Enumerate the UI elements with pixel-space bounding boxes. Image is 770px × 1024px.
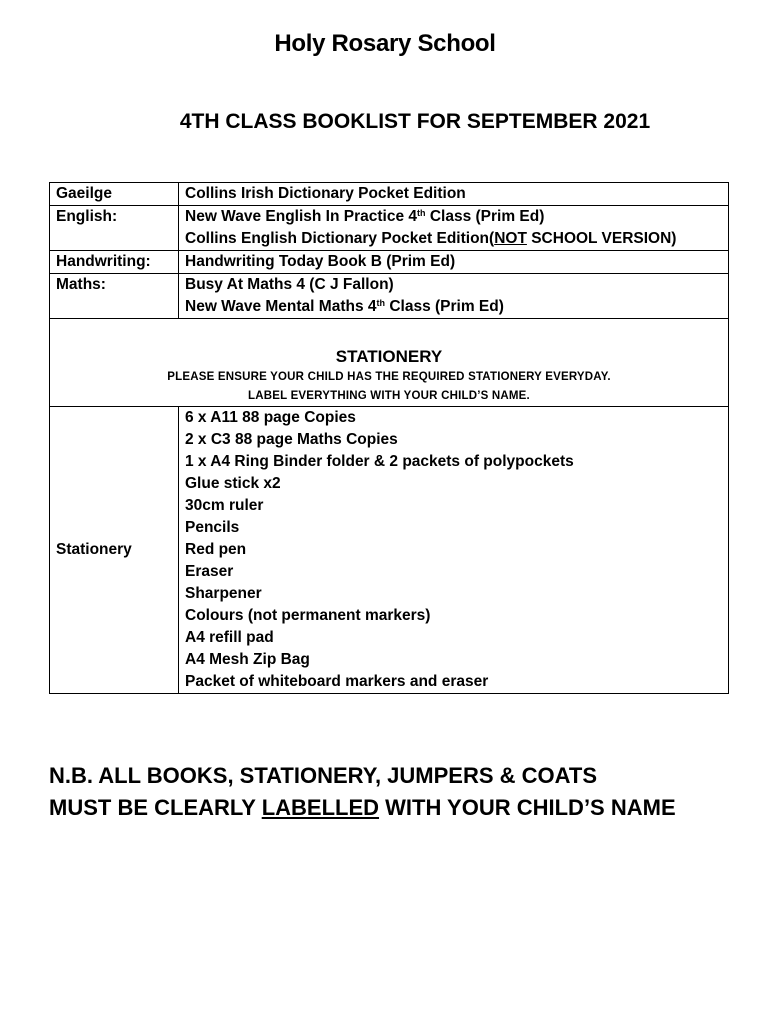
subject-books-english (179, 206, 729, 251)
book-item (185, 296, 722, 318)
subject-books-gaeilge (179, 183, 729, 206)
book-item-text: New Wave Mental Maths 4 (185, 298, 377, 315)
nb-notice (49, 760, 759, 824)
booklist-title: 4TH CLASS BOOKLIST FOR SEPTEMBER 2021 (179, 110, 651, 133)
subject-label-maths: Maths: (50, 274, 179, 319)
subject-books-handwriting (179, 251, 729, 274)
nb-text: WITH YOUR CHILD’S NAME (379, 795, 676, 820)
nb-line-2 (49, 792, 759, 824)
stationery-item: Red pen (185, 541, 247, 558)
subject-label-gaeilge: Gaeilge (50, 183, 179, 206)
stationery-items (179, 407, 729, 694)
nb-line-1: N.B. ALL BOOKS, STATIONERY, JUMPERS & COATS (49, 763, 598, 788)
ordinal-suffix: th (376, 298, 386, 308)
book-item (185, 206, 722, 228)
booklist-table (49, 182, 729, 694)
stationery-item: 6 x A11 88 page Copies (185, 409, 356, 426)
table-row-maths (50, 274, 729, 319)
stationery-item: A4 refill pad (185, 629, 274, 646)
book-item-text: New Wave English In Practice 4 (185, 208, 418, 225)
book-item: Busy At Maths 4 (C J Fallon) (185, 276, 394, 293)
school-name: Holy Rosary School (274, 30, 496, 57)
subject-label-handwriting: Handwriting: (50, 251, 179, 274)
subject-books-maths (179, 274, 729, 319)
book-item: Collins Irish Dictionary Pocket Edition (185, 185, 466, 202)
stationery-item: 30cm ruler (185, 497, 264, 514)
subject-label-english: English: (50, 206, 179, 251)
stationery-item: Colours (not permanent markers) (185, 607, 431, 624)
stationery-item: Eraser (185, 563, 234, 580)
stationery-item: Pencils (185, 519, 240, 536)
stationery-note-label: LABEL EVERYTHING WITH YOUR CHILD’S NAME. (248, 390, 530, 402)
stationery-heading: STATIONERY (335, 347, 443, 366)
stationery-item: Glue stick x2 (185, 475, 281, 492)
table-row-stationery-header (50, 319, 729, 407)
stationery-item: A4 Mesh Zip Bag (185, 651, 310, 668)
stationery-header-cell (50, 319, 729, 407)
book-item (185, 228, 722, 250)
book-item: Handwriting Today Book B (Prim Ed) (185, 253, 456, 270)
nb-text: MUST BE CLEARLY (49, 795, 262, 820)
stationery-item: 1 x A4 Ring Binder folder & 2 packets of polypockets (185, 453, 574, 470)
stationery-item: Sharpener (185, 585, 262, 602)
book-item-text: Collins English Dictionary Pocket Edition( (185, 230, 495, 247)
table-row-stationery (50, 407, 729, 694)
nb-emphasis-underlined: LABELLED (261, 795, 380, 820)
stationery-note-required: PLEASE ENSURE YOUR CHILD HAS THE REQUIRED STATIONERY EVERYDAY. (167, 371, 611, 383)
stationery-item: 2 x C3 88 page Maths Copies (185, 431, 398, 448)
table-row-handwriting (50, 251, 729, 274)
stationery-item: Packet of whiteboard markers and eraser (185, 673, 489, 690)
ordinal-suffix: th (417, 208, 426, 218)
book-item-text: Class (Prim Ed) (425, 208, 545, 225)
book-item-text: Class (Prim Ed) (385, 298, 504, 315)
table-row-gaeilge (50, 183, 729, 206)
subject-label-stationery: Stationery (50, 407, 179, 694)
emphasis-underlined: NOT (494, 230, 527, 247)
book-item-text: SCHOOL VERSION) (526, 230, 677, 247)
table-row-english (50, 206, 729, 251)
